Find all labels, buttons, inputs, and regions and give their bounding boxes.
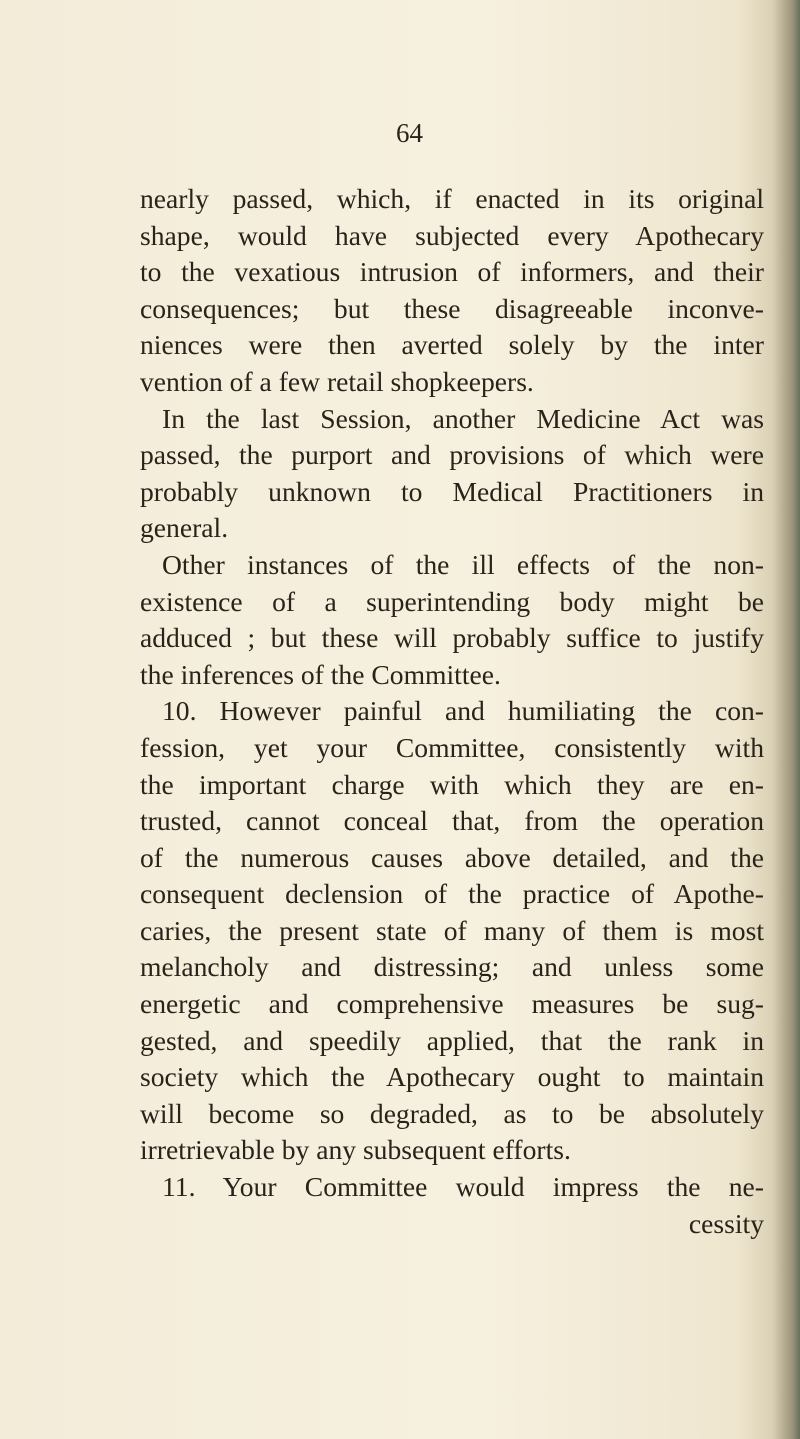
text-line: melancholy and distressing; and unless some — [140, 951, 764, 983]
text-line: gested, and speedily applied, that the rank in — [140, 1024, 764, 1056]
text-line: caries, the present state of many of them is most — [140, 914, 764, 946]
text-line: shape, would have subjected every Apothecary — [140, 219, 764, 251]
text-line: the important charge with which they are en- — [140, 768, 764, 800]
page-number: 64 — [396, 118, 423, 148]
text-line: passed, the purport and provisions of which were — [140, 439, 764, 471]
text-line: niences were then averted solely by the inter — [140, 329, 764, 361]
text-line: fession, yet your Committee, consistently with — [140, 731, 764, 763]
text-line: 10. However painful and humiliating the con- — [162, 695, 764, 727]
text-line: existence of a superintending body might be — [140, 585, 764, 617]
body-text — [140, 181, 796, 1242]
text-line: will become so degraded, as to be absolutely — [140, 1097, 764, 1129]
text-line: probably unknown to Medical Practitioners in — [140, 475, 764, 507]
text-line: society which the Apothecary ought to maintain — [140, 1061, 764, 1093]
catchword: cessity — [688, 1207, 764, 1239]
text-line: the inferences of the Committee. — [140, 658, 501, 690]
text-line: consequences; but these disagreeable inconve- — [140, 292, 764, 324]
text-line: adduced ; but these will probably suffice to justify — [140, 622, 764, 654]
text-line: vention of a few retail shopkeepers. — [140, 365, 534, 397]
text-line: 11. Your Committee would impress the ne- — [162, 1171, 764, 1203]
text-line: trusted, cannot conceal that, from the operation — [140, 805, 764, 837]
text-line: Other instances of the ill effects of the non- — [162, 548, 764, 580]
text-line: to the vexatious intrusion of informers, and their — [140, 256, 764, 288]
text-line: consequent declension of the practice of Apothe- — [140, 878, 764, 910]
text-line: In the last Session, another Medicine Act was — [162, 402, 764, 434]
text-line: nearly passed, which, if enacted in its original — [140, 183, 764, 214]
text-line: irretrievable by any subsequent efforts. — [140, 1134, 571, 1166]
text-line: energetic and comprehensive measures be sug- — [140, 988, 764, 1020]
text-line: of the numerous causes above detailed, and the — [140, 841, 764, 873]
text-line: general. — [140, 512, 229, 544]
